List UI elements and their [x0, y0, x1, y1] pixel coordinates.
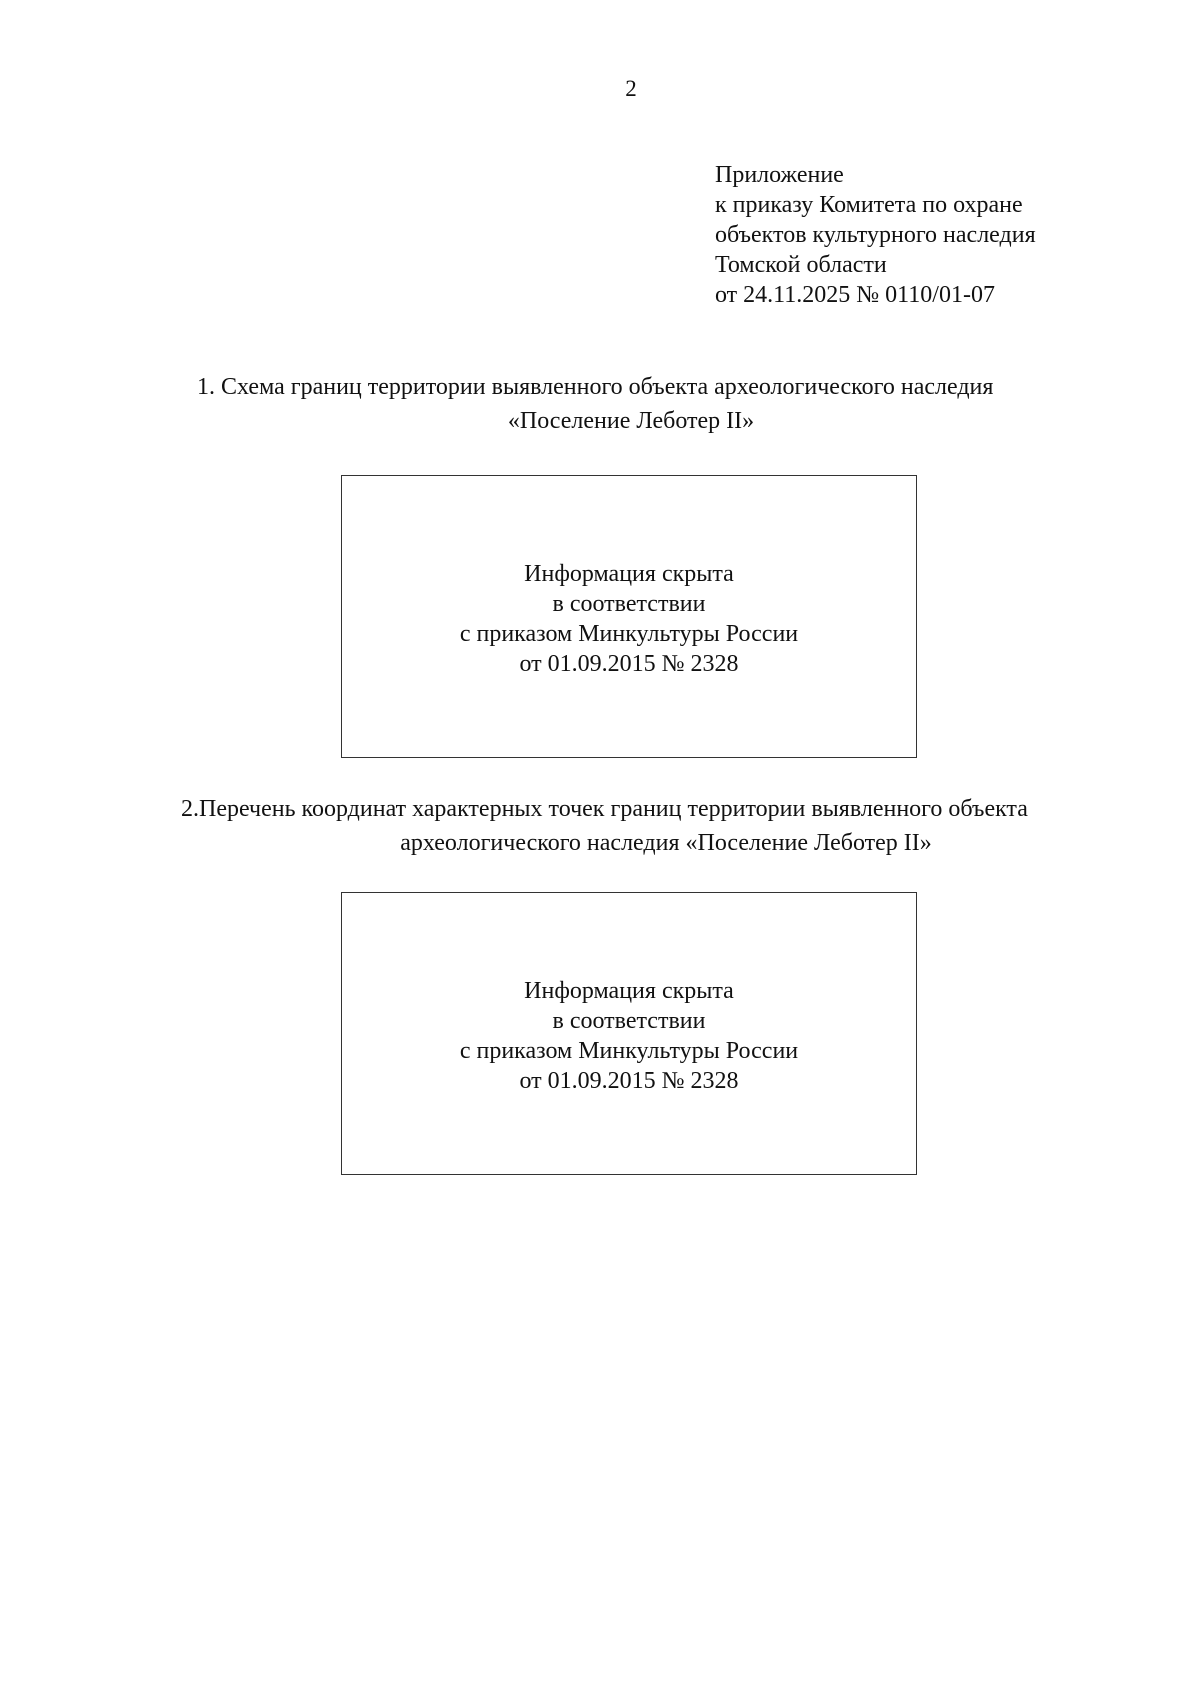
appendix-line: Приложение [715, 162, 844, 188]
hidden-info-line: в соответствии [552, 591, 706, 617]
page-number: 2 [625, 76, 637, 101]
section1-hidden-info-box [341, 475, 917, 758]
hidden-info-line: Информация скрыта [524, 978, 734, 1004]
hidden-info-line: Информация скрыта [524, 561, 734, 587]
hidden-info-line: с приказом Минкультуры России [459, 1038, 799, 1064]
appendix-line: к приказу Комитета по охране [715, 192, 1023, 218]
appendix-line: от 24.11.2025 № 0110/01-07 [715, 282, 995, 308]
appendix-line: Томской области [715, 252, 887, 278]
hidden-info-line: в соответствии [552, 1008, 706, 1034]
section2-heading-line1: 2.Перечень координат характерных точек границ территории выявленного объекта [181, 796, 1028, 822]
section2-hidden-info-box [341, 892, 917, 1175]
hidden-info-text [342, 559, 916, 679]
appendix-header [715, 160, 1036, 310]
section2-heading-line2: археологического наследия «Поселение Леботер II» [400, 830, 932, 856]
hidden-info-text [342, 976, 916, 1096]
section1-heading-line2: «Поселение Леботер II» [507, 408, 755, 434]
hidden-info-line: с приказом Минкультуры России [459, 621, 799, 647]
hidden-info-line: от 01.09.2015 № 2328 [519, 651, 739, 677]
hidden-info-line: от 01.09.2015 № 2328 [519, 1068, 739, 1094]
appendix-line: объектов культурного наследия [715, 222, 1036, 248]
section1-heading-line1: 1. Схема границ территории выявленного объекта археологического наследия [197, 374, 994, 400]
